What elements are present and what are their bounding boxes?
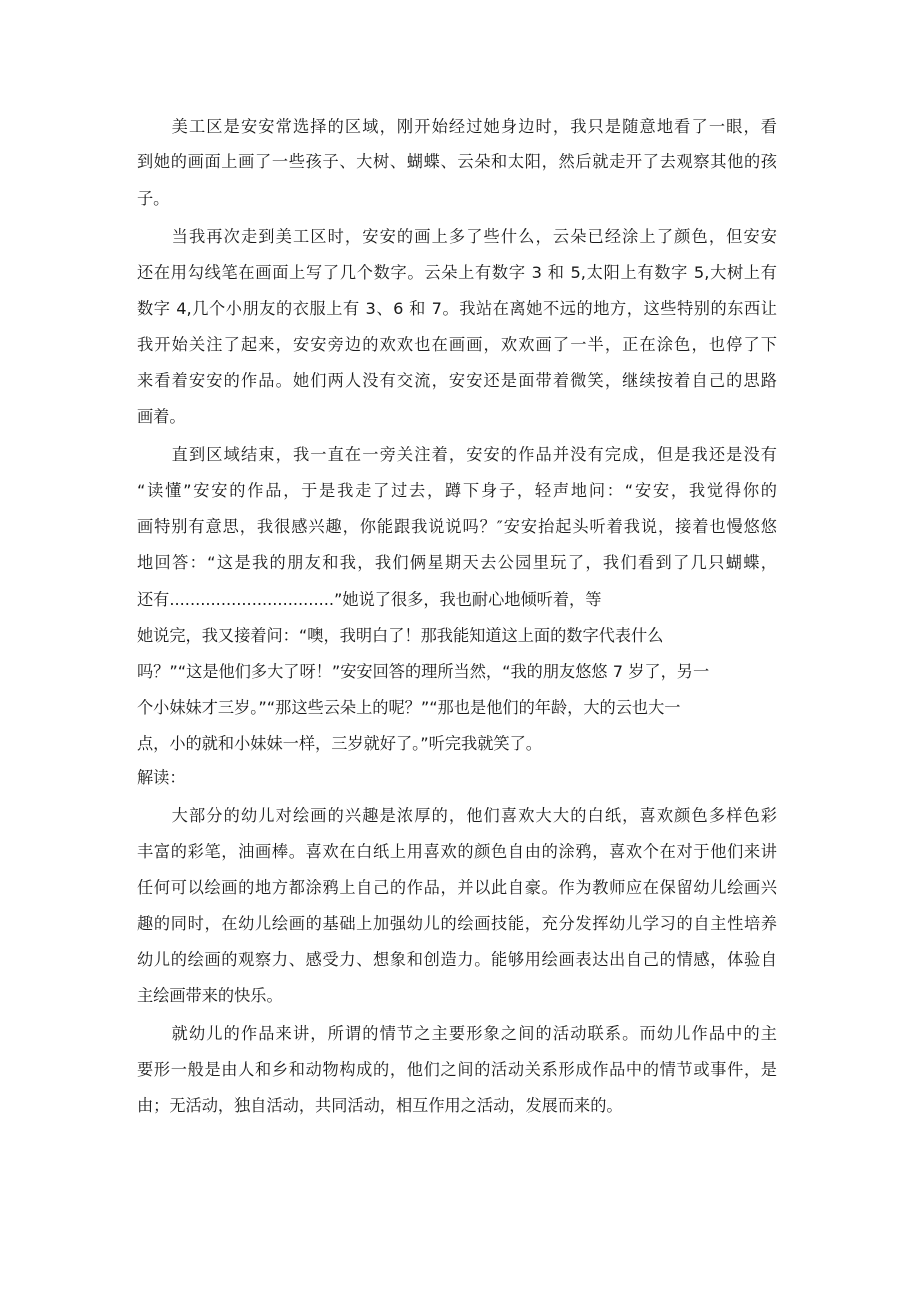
paragraph-3-line-9: 点，小的就和小妹妹一样，三岁就好了。”听完我就笑了。 xyxy=(137,734,542,753)
paragraph-3-line-3: 画特别有意思，我很感兴趣，你能跟我说说吗？″安安抬起头听着我说，接着也慢悠悠 xyxy=(137,517,777,536)
paragraph-2-line-6: 画着。 xyxy=(137,407,186,426)
paragraph-4-line-6: 主绘画带来的快乐。 xyxy=(137,986,283,1005)
paragraph-5-line-1: 就幼儿的作品来讲，所谓的情节之主要形象之间的活动联系。而幼儿作品中的主 xyxy=(137,1024,777,1043)
section-heading-interpretation: 解读： xyxy=(137,768,186,787)
paragraph-3-line-1: 直到区域结束，我一直在一旁关注着，安安的作品并没有完成，但是我还是没有 xyxy=(137,445,777,464)
paragraph-2-line-3: 数字 4,几个小朋友的衣服上有 3、6 和 7。我站在离她不远的地方，这些特别的东西让 xyxy=(137,299,777,318)
paragraph-5-line-2: 要形一般是由人和乡和动物构成的，他们之间的活动关系形成作品中的情节或事件，是 xyxy=(137,1060,777,1079)
paragraph-3-line-5: 还有................................”她说了很多，我也耐心地倾听着，等 xyxy=(137,590,602,609)
paragraph-3-line-2: “读懂”安安的作品，于是我走了过去，蹲下身子，轻声地问：“安安，我觉得你的 xyxy=(137,481,777,500)
paragraph-4-line-1: 大部分的幼儿对绘画的兴趣是浓厚的，他们喜欢大大的白纸，喜欢颜色多样色彩 xyxy=(137,806,777,825)
paragraph-2-line-2: 还在用勾线笔在画面上写了几个数字。云朵上有数字 3 和 5,太阳上有数字 5,大树上有 xyxy=(137,263,777,282)
paragraph-5-line-3: 由；无活动，独自活动，共同活动，相互作用之活动，发展而来的。 xyxy=(137,1096,623,1115)
paragraph-3-line-8: 个小妹妹才三岁。”“那这些云朵上的呢？”“那也是他们的年龄，大的云也大一 xyxy=(137,698,681,717)
paragraph-2-line-5: 来看着安安的作品。她们两人没有交流，安安还是面带着微笑，继续按着自己的思路 xyxy=(137,371,777,390)
paragraph-4-line-3: 任何可以绘画的地方都涂鸦上自己的作品，并以此自豪。作为教师应在保留幼儿绘画兴 xyxy=(137,878,777,897)
paragraph-1-line-2: 到她的画面上画了一些孩子、大树、蝴蝶、云朵和太阳，然后就走开了去观察其他的孩 xyxy=(137,152,777,171)
paragraph-2-line-1: 当我再次走到美工区时，安安的画上多了些什么，云朵已经涂上了颜色，但安安 xyxy=(137,227,777,246)
paragraph-4-line-5: 幼儿的绘画的观察力、感受力、想象和创造力。能够用绘画表达出自己的情感，体验自 xyxy=(137,950,777,969)
paragraph-3-line-6: 她说完，我又接着问：“噢，我明白了！那我能知道这上面的数字代表什么 xyxy=(137,626,664,645)
paragraph-1-line-3: 子。 xyxy=(137,189,170,208)
paragraph-3-line-7: 吗？”“这是他们多大了呀！”安安回答的理所当然，“我的朋友悠悠 7 岁了，另一 xyxy=(137,662,710,681)
paragraph-4-line-2: 丰富的彩笔，油画棒。喜欢在白纸上用喜欢的颜色自由的涂鸦，喜欢个在对于他们来讲 xyxy=(137,842,777,861)
paragraph-4-line-4: 趣的同时，在幼儿绘画的基础上加强幼儿的绘画技能，充分发挥幼儿学习的自主性培养 xyxy=(137,914,777,933)
paragraph-2-line-4: 我开始关注了起来，安安旁边的欢欢也在画画，欢欢画了一半，正在涂色，也停了下 xyxy=(137,335,777,354)
paragraph-3-line-4: 地回答：“这是我的朋友和我，我们俩星期天去公园里玩了，我们看到了几只蝴蝶， xyxy=(137,553,777,572)
paragraph-1-line-1: 美工区是安安常选择的区域，刚开始经过她身边时，我只是随意地看了一眼，看 xyxy=(137,117,777,136)
